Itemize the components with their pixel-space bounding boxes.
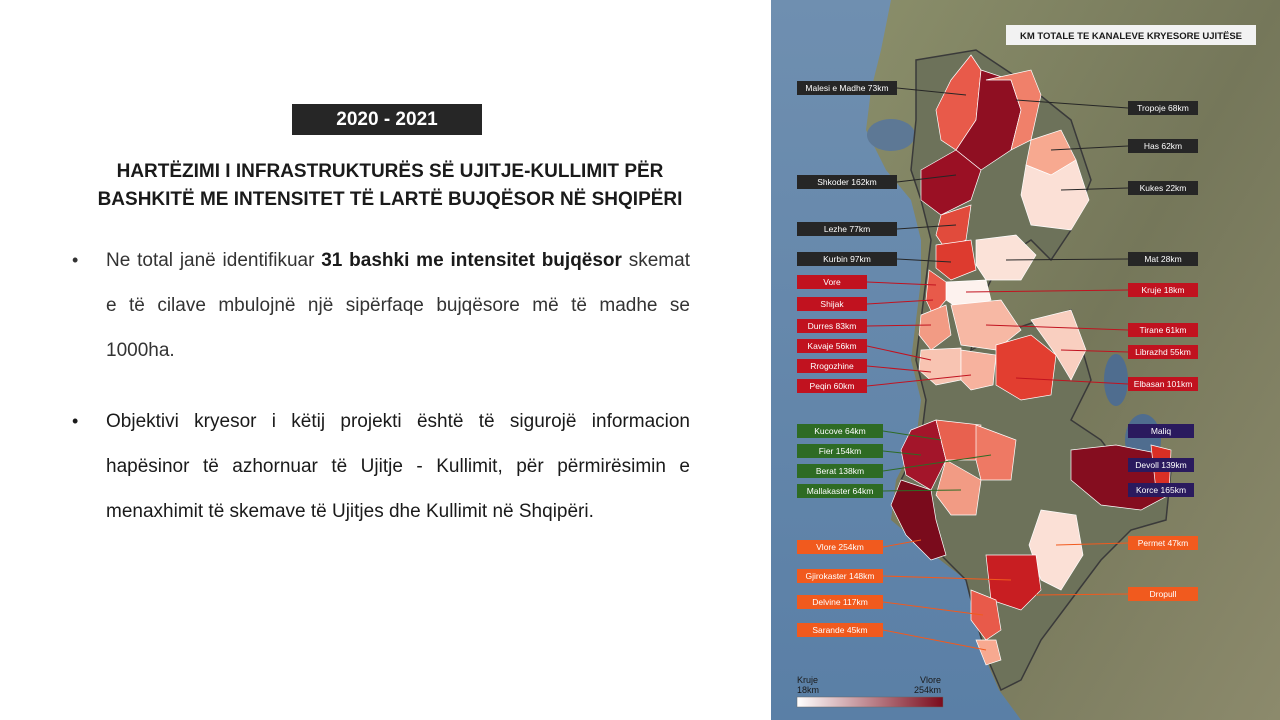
map-label-text: Shijak (820, 299, 844, 310)
map-label-text: Berat 138km (815, 466, 865, 477)
map-label-left-12 (797, 464, 883, 478)
map-label-left-13 (797, 484, 883, 498)
map-label-text: Peqin 60km (809, 381, 855, 392)
map-label-text: Librazhd 55km (1135, 347, 1191, 358)
map-label-text: Tirane 61km (1139, 325, 1187, 336)
map-label-text: Rrogozhine (810, 361, 854, 372)
map-label-right-7 (1128, 377, 1198, 391)
map-label-text: Sarande 45km (812, 625, 868, 636)
map-label-text: Lezhe 77km (823, 224, 871, 235)
bullet-1-post: skemat e të cilave mbulojnë një sipërfaqe bujqësore më të madhe se 1000ha. (106, 250, 690, 361)
map-label-right-1 (1128, 139, 1198, 153)
map-label-text: Dropull (1149, 589, 1177, 600)
map-label-text: Devoll 139km (1135, 460, 1187, 471)
legend-max-value: 254km (913, 685, 941, 695)
map-label-left-4 (797, 275, 867, 289)
map-label-text: Korce 165km (1135, 485, 1187, 496)
map-label-text: Has 62km (1143, 141, 1183, 152)
map-label-left-7 (797, 339, 867, 353)
map-label-text: Gjirokaster 148km (805, 571, 875, 582)
map-label-text: Elbasan 101km (1133, 379, 1193, 390)
region-peqin (961, 350, 996, 390)
map-label-text: Durres 83km (807, 321, 857, 332)
map-label-right-5 (1128, 323, 1198, 337)
slide-title-line-1: HARTËZIMI I INFRASTRUKTURËS SË UJITJE-KULLIMIT PËR (116, 161, 664, 182)
map-label-left-3 (797, 252, 897, 266)
map-label-right-4 (1128, 283, 1198, 297)
map-label-left-1 (797, 175, 897, 189)
map-label-left-9 (797, 379, 867, 393)
map-label-right-11 (1128, 536, 1198, 550)
map-label-text: Maliq (1150, 426, 1172, 437)
map-label-right-9 (1128, 458, 1194, 472)
map-label-right-8 (1128, 424, 1194, 438)
map-label-left-17 (797, 623, 883, 637)
map-label-text: Fier 154km (818, 446, 862, 457)
map-label-text: Delvine 117km (812, 597, 868, 608)
map-label-left-6 (797, 319, 867, 333)
shkoder-lake (867, 119, 915, 151)
year-badge: 2020 - 2021 (292, 104, 482, 135)
bullet-1-pre: Ne total janë identifikuar (106, 250, 322, 271)
bullet-item-2 (72, 399, 690, 534)
map-label-left-0 (797, 81, 897, 95)
map-label-right-10 (1128, 483, 1194, 497)
bullet-list (72, 238, 690, 534)
map-label-right-12 (1128, 587, 1198, 601)
map-label-text: Vore (823, 277, 841, 288)
map-label-text: Malesi e Madhe 73km (805, 83, 889, 94)
map-label-text: Kurbin 97km (823, 254, 871, 265)
map-label-left-14 (797, 540, 883, 554)
map-label-left-8 (797, 359, 867, 373)
map-label-text: Kukes 22km (1139, 183, 1187, 194)
legend-min-value: 18km (797, 685, 820, 695)
map-label-text: Mallakaster 64km (806, 486, 874, 497)
map-svg (771, 0, 1280, 720)
map-label-text: Permet 47km (1137, 538, 1189, 549)
bullet-1-highlight: 31 bashki me intensitet bujqësor (321, 250, 622, 271)
slide-title-line-2: BASHKITË ME INTENSITET TË LARTË BUJQËSOR NË SHQIPËRI (97, 189, 683, 210)
map-label-text: Kruje 18km (1141, 285, 1185, 296)
bullet-2-text: Objektivi kryesor i këtij projekti është të sigurojë informacion hapësinor të azhornuar të Ujitje - Kullimit, për përmirësimin e menaxhimit të skemave të Ujitjes dhe Kullimit në Shqipëri. (106, 411, 690, 522)
map-label-left-16 (797, 595, 883, 609)
bullet-glyph: • (72, 250, 79, 270)
map-label-text: Tropoje 68km (1137, 103, 1189, 114)
map-label-text: Vlore 254km (816, 542, 864, 553)
legend-gradient-bar (797, 697, 943, 707)
legend-max-name: Vlore (919, 675, 941, 685)
irrigation-map (771, 0, 1280, 720)
map-label-left-2 (797, 222, 897, 236)
map-label-left-5 (797, 297, 867, 311)
map-label-text: Kavaje 56km (807, 341, 857, 352)
slide-title (60, 158, 720, 214)
map-label-left-11 (797, 444, 883, 458)
map-label-right-3 (1128, 252, 1198, 266)
legend-min-name: Kruje (797, 675, 819, 685)
map-label-right-2 (1128, 181, 1198, 195)
ohrid-lake (1104, 354, 1128, 406)
map-label-text: Mat 28km (1144, 254, 1182, 265)
map-title: KM TOTALE TE KANALEVE KRYESORE UJITËSE (1019, 31, 1243, 42)
map-label-text: Kucove 64km (814, 426, 866, 437)
bullet-glyph: • (72, 411, 79, 431)
map-label-right-0 (1128, 101, 1198, 115)
map-label-right-6 (1128, 345, 1198, 359)
map-label-left-10 (797, 424, 883, 438)
map-label-left-15 (797, 569, 883, 583)
map-label-text: Shkoder 162km (817, 177, 877, 188)
bullet-item-1 (72, 238, 690, 373)
